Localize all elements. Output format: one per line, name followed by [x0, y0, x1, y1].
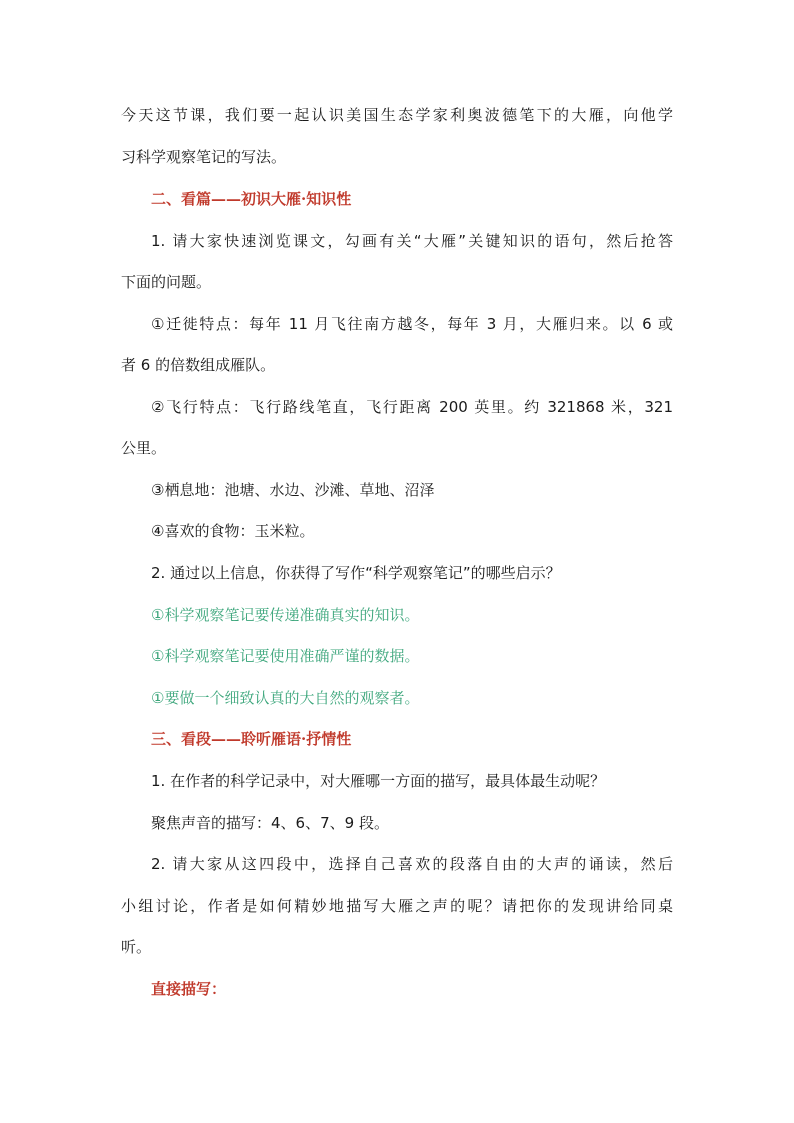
answer-2-line-2: 公里。 — [121, 439, 167, 457]
section-heading-2: 二、看篇——初识大雁·知识性 — [151, 190, 352, 208]
insight-3: ①要做一个细致认真的大自然的观察者。 — [151, 689, 420, 707]
question-4-line-1: 2. 请大家从这四段中，选择自己喜欢的段落自由的大声的诵读，然后 — [151, 855, 673, 873]
answer-1-line-1: ①迁徙特点：每年 11 月飞往南方越冬，每年 3 月，大雁归来。以 6 或 — [151, 315, 673, 333]
answer-2-line-1: ②飞行特点：飞行路线笔直，飞行距离 200 英里。约 321868 米，321 — [151, 398, 673, 416]
answer-4: ④喜欢的食物：玉米粒。 — [151, 522, 315, 540]
question-3: 1. 在作者的科学记录中，对大雁哪一方面的描写，最具体最生动呢？ — [151, 772, 606, 790]
insight-1: ①科学观察笔记要传递准确真实的知识。 — [151, 606, 420, 624]
question-4-line-2: 小组讨论，作者是如何精妙地描写大雁之声的呢？请把你的发现讲给同桌 — [121, 897, 673, 915]
question-2: 2. 通过以上信息，你获得了写作“科学观察笔记”的哪些启示？ — [151, 564, 561, 582]
section-heading-3: 三、看段——聆听雁语·抒情性 — [151, 730, 352, 748]
insight-2: ①科学观察笔记要使用准确严谨的数据。 — [151, 647, 420, 665]
question-1-line-2: 下面的问题。 — [121, 273, 212, 291]
answer-3: ③栖息地：池塘、水边、沙滩、草地、沼泽 — [151, 481, 435, 499]
answer-5: 聚焦声音的描写：4、6、7、9 段。 — [151, 814, 389, 832]
question-4-line-3: 听。 — [121, 938, 152, 956]
subheading-direct-description: 直接描写： — [151, 980, 227, 998]
answer-1-line-2: 者 6 的倍数组成雁队。 — [121, 356, 276, 374]
intro-line-2: 习科学观察笔记的写法。 — [121, 148, 287, 166]
intro-line-1: 今天这节课，我们要一起认识美国生态学家利奥波德笔下的大雁，向他学 — [121, 106, 673, 124]
question-1-line-1: 1. 请大家快速浏览课文，勾画有关“大雁”关键知识的语句，然后抢答 — [151, 232, 673, 250]
